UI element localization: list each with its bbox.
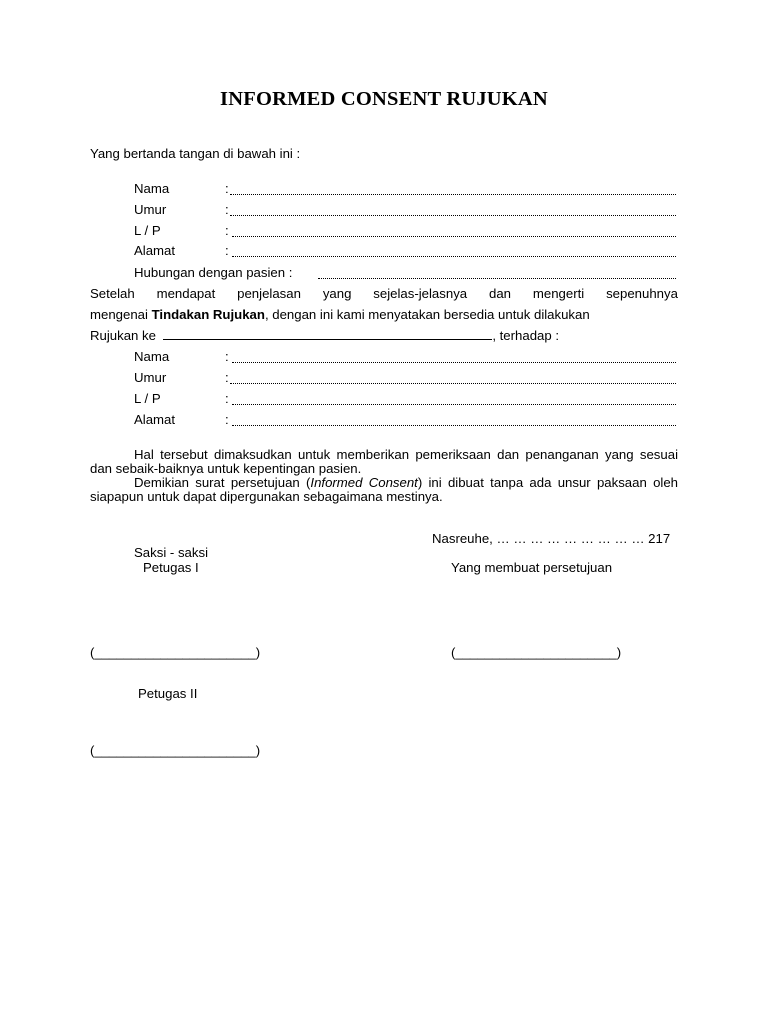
patient-gender-label: L / P bbox=[134, 391, 161, 406]
closing-paragraph bbox=[90, 476, 678, 503]
officer-2-signature-line[interactable]: (______________________) bbox=[90, 743, 261, 758]
statement-line-3 bbox=[90, 328, 559, 344]
referral-suffix: , terhadap : bbox=[492, 328, 560, 343]
patient-name-label: Nama bbox=[134, 349, 170, 364]
purpose-paragraph bbox=[90, 448, 678, 475]
statement-word: sepenuhnya bbox=[606, 286, 678, 301]
document-title: INFORMED CONSENT RUJUKAN bbox=[220, 88, 548, 110]
signer-age-label: Umur bbox=[134, 202, 167, 217]
statement-bold-action: Tindakan Rujukan bbox=[151, 307, 265, 322]
witnesses-label: Saksi - saksi bbox=[134, 545, 209, 560]
patient-address-field[interactable] bbox=[232, 413, 676, 426]
statement-word: yang bbox=[322, 286, 352, 301]
patient-age-colon: : bbox=[225, 370, 229, 385]
officer-1-label: Petugas I bbox=[143, 560, 199, 575]
signer-name-field[interactable] bbox=[230, 182, 676, 195]
patient-name-colon: : bbox=[225, 349, 229, 364]
signer-gender-field[interactable] bbox=[232, 224, 676, 237]
patient-age-label: Umur bbox=[134, 370, 167, 385]
officer-1-signature-line[interactable]: (______________________) bbox=[90, 645, 261, 660]
referral-label: Rujukan ke bbox=[90, 328, 156, 343]
signer-gender-label: L / P bbox=[134, 223, 161, 238]
consenter-signature-line[interactable]: (______________________) bbox=[451, 645, 622, 660]
officer-2-label: Petugas II bbox=[138, 686, 198, 701]
patient-age-field[interactable] bbox=[230, 371, 676, 384]
statement-word: sejelas-jelasnya bbox=[373, 286, 468, 301]
purpose-text: Hal tersebut dimaksudkan untuk memberikan pemeriksaan dan penanganan yang sesuai dan sebaik-baiknya untuk kepentingan pasien. bbox=[90, 447, 678, 476]
signer-age-field[interactable] bbox=[230, 203, 676, 216]
signer-name-colon: : bbox=[225, 181, 229, 196]
place-date: Nasreuhe, … … … … … … … … … 217 bbox=[432, 531, 671, 546]
statement-word: mengerti bbox=[532, 286, 585, 301]
statement-word: Setelah bbox=[90, 286, 135, 301]
patient-gender-field[interactable] bbox=[232, 392, 676, 405]
statement-word: mendapat bbox=[156, 286, 216, 301]
relation-label: Hubungan dengan pasien : bbox=[134, 265, 293, 280]
closing-text-italic: Informed Consent bbox=[310, 475, 418, 490]
closing-text-after: ) ini dibuat tanpa ada unsur paksaan oleh siapapun untuk dapat dipergunakan sebagaimana mestinya. bbox=[90, 475, 679, 504]
consenter-label: Yang membuat persetujuan bbox=[451, 560, 613, 575]
referral-destination-field[interactable] bbox=[163, 328, 492, 340]
statement-line-1 bbox=[90, 286, 678, 302]
signer-age-colon: : bbox=[225, 202, 229, 217]
closing-text-before: Demikian surat persetujuan ( bbox=[134, 475, 311, 490]
statement-word: dan bbox=[489, 286, 512, 301]
statement-word: penjelasan bbox=[237, 286, 301, 301]
patient-address-label: Alamat bbox=[134, 412, 176, 427]
signer-name-label: Nama bbox=[134, 181, 170, 196]
patient-gender-colon: : bbox=[225, 391, 229, 406]
statement-prefix: mengenai bbox=[90, 307, 148, 322]
signer-address-field[interactable] bbox=[232, 244, 676, 257]
intro-text: Yang bertanda tangan di bawah ini : bbox=[90, 146, 301, 161]
patient-name-field[interactable] bbox=[232, 350, 676, 363]
signer-address-colon: : bbox=[225, 243, 229, 258]
statement-line-2 bbox=[90, 307, 678, 323]
signer-gender-colon: : bbox=[225, 223, 229, 238]
relation-field[interactable] bbox=[318, 266, 676, 279]
patient-address-colon: : bbox=[225, 412, 229, 427]
signer-address-label: Alamat bbox=[134, 243, 176, 258]
statement-suffix: , dengan ini kami menyatakan bersedia untuk dilakukan bbox=[264, 307, 590, 322]
